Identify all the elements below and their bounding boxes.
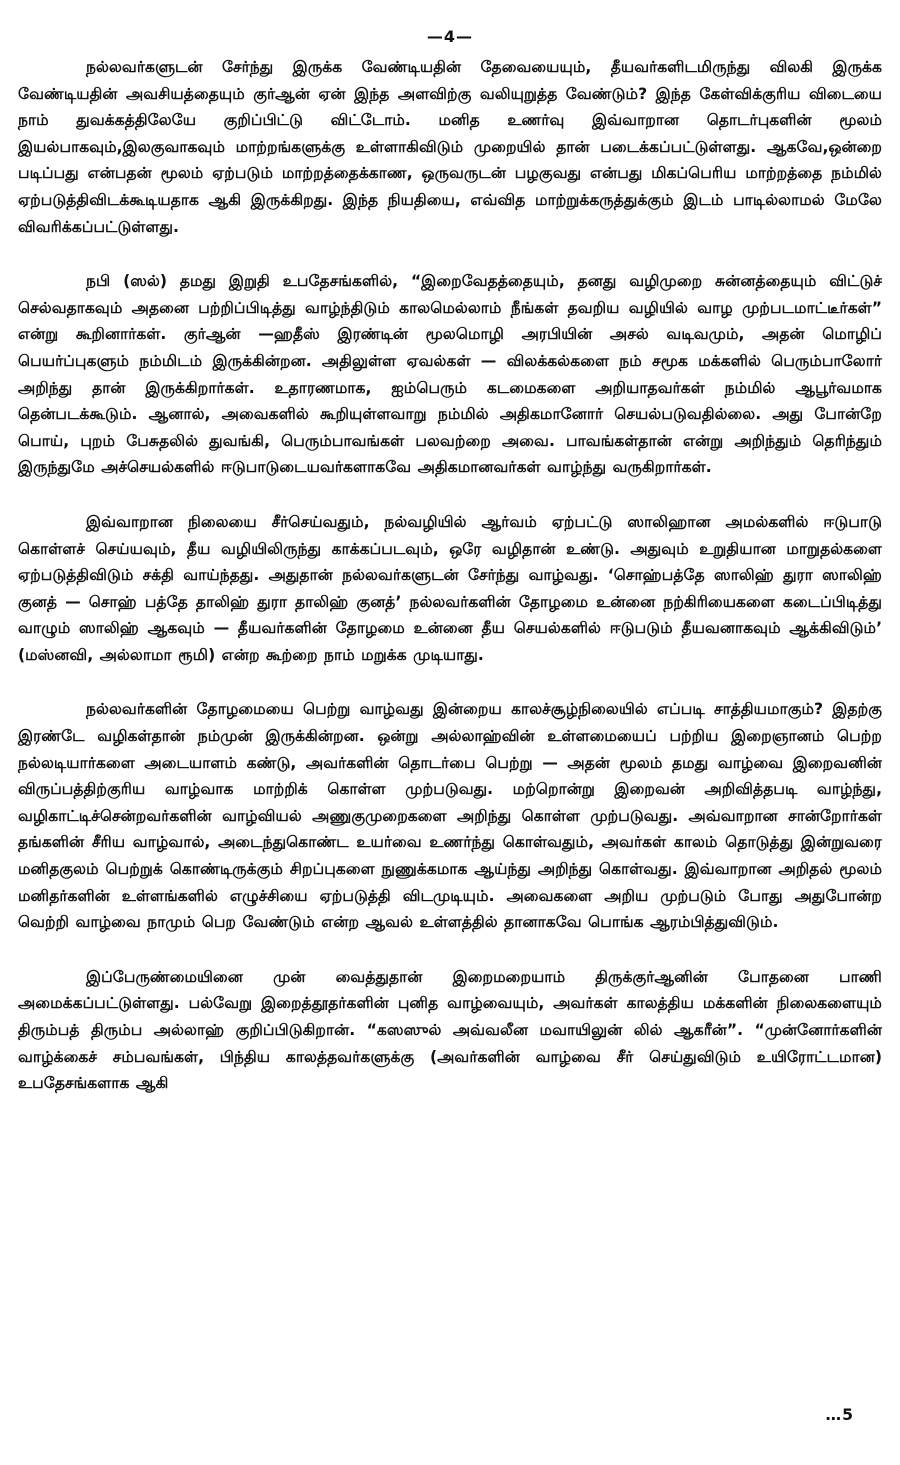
continuation-marker: …5	[825, 1406, 854, 1424]
document-body	[18, 54, 882, 1097]
paragraph-3: இவ்வாறான நிலையை சீர்செய்வதும், நல்வழியில் ஆர்வம் ஏற்பட்டு ஸாலிஹான அமல்களில் ஈடுபாடு கொள்ளச் செய்யவும், தீய வழியிலிருந்து காக்கப்படவும், ஒரே வழிதான் உண்டு. அதுவும் உறுதியான மாறுதல்களை ஏற்படுத்திவிடும் சக்தி வாய்ந்தது. அதுதான் நல்லவர்களுடன் சேர்ந்து வாழ்வது. ‘சொஹ்பத்தே ஸாலிஹ் துரா ஸாலிஹ் குனத் — சொஹ் பத்தே தாலிஹ் துரா தாலிஹ் குனத்’ நல்லவர்களின் தோழமை உன்னை நற்கிரியைகளை கடைப்பிடித்து வாழும் ஸாலிஹ் ஆகவும் — தீயவர்களின் தோழமை உன்னை தீய செயல்களில் ஈடுபடும் தீயவனாகவும் ஆக்கிவிடும்’ (மஸ்னவி, அல்லாமா ரூமி) என்ற கூற்றை நாம் மறுக்க முடியாது.	[18, 512, 882, 664]
paragraph-1: நல்லவர்களுடன் சேர்ந்து இருக்க வேண்டியதின் தேவையையும், தீயவர்களிடமிருந்து விலகி இருக்க வேண்டியதின் அவசியத்தையும் குர்ஆன் ஏன் இந்த அளவிற்கு வலியுறுத்த வேண்டும்? இந்த கேள்விக்குரிய விடையை நாம் துவக்கத்திலேயே குறிப்பிட்டு விட்டோம். மனித உணர்வு இவ்வாறான தொடர்புகளின் மூலம் இயல்பாகவும்,இலகுவாகவும் மாற்றங்களுக்கு உள்ளாகிவிடும் முறையில் தான் படைக்கப்பட்டுள்ளது. ஆகவே,ஒன்றை படிப்பது என்பதன் மூலம் ஏற்படும் மாற்றத்தைக்காண, ஒருவருடன் பழகுவது என்பது மிகப்பெரிய மாற்றத்தை நம்மில் ஏற்படுத்திவிடக்கூடியதாக ஆகி இருக்கிறது. இந்த நியதியை, எவ்வித மாற்றுக்கருத்துக்கும் இடம் பாடில்லாமல் மேலே விவரிக்கப்பட்டுள்ளது.	[18, 58, 882, 236]
paragraph-5: இப்பேருண்மையினை முன் வைத்துதான் இறைமறையாம் திருக்குர்ஆனின் போதனை பாணி அமைக்கப்பட்டுள்ளது. பல்வேறு இறைத்தூதர்களின் புனித வாழ்வையும், அவர்கள் காலத்திய மக்களின் நிலைகளையும் திரும்பத் திரும்ப அல்லாஹ் குறிப்பிடுகிறான். “கஸஸுல் அவ்வலீன மவாயிலுன் லில் ஆகரீன்”. “முன்னோர்களின் வாழ்க்கைச் சம்பவங்கள், பிந்திய காலத்தவர்களுக்கு (அவர்களின் வாழ்வை சீர் செய்துவிடும் உயிரோட்டமான) உபதேசங்களாக ஆகி	[18, 967, 882, 1093]
page-number: —4—	[426, 27, 474, 46]
paragraph-4: நல்லவர்களின் தோழமையை பெற்று வாழ்வது இன்றைய காலச்சூழ்நிலையில் எப்படி சாத்தியமாகும்? இதற்கு இரண்டே வழிகள்தான் நம்முன் இருக்கின்றன. ஒன்று அல்லாஹ்வின் உள்ளமையைப் பற்றிய இறைஞானம் பெற்ற நல்லடியார்களை அடையாளம் கண்டு, அவர்களின் தொடர்பை பெற்று — அதன் மூலம் தமது வாழ்வை இறைவனின் விருப்பத்திற்குரிய வாழ்வாக மாற்றிக் கொள்ள முற்படுவது. மற்றொன்று இறைவன் அறிவித்தபடி வாழ்ந்து, வழிகாட்டிச்சென்றவர்களின் வாழ்வியல் அணுகுமுறைகளை அறிந்து கொள்ள முற்படுவது. அவ்வாறான சான்றோர்கள் தங்களின் சீரிய வாழ்வால், அடைந்துகொண்ட உயர்வை உணர்ந்து கொள்வதும், அவர்கள் காலம் தொடுத்து இன்றுவரை மனிதகுலம் பெற்றுக் கொண்டிருக்கும் சிறப்புகளை நுணுக்கமாக ஆய்ந்து அறிந்து கொள்வது. இவ்வாறான அறிதல் மூலம் மனிதர்களின் உள்ளங்களில் எழுச்சியை ஏற்படுத்தி விடமுடியும். அவைகளை அறிய முற்படும் போது அதுபோன்ற வெற்றி வாழ்வை நாமும் பெற வேண்டும் என்ற ஆவல் உள்ளத்தில் தானாகவே பொங்க ஆரம்பித்துவிடும்.	[18, 700, 882, 932]
paragraph-2: நபி (ஸல்) தமது இறுதி உபதேசங்களில், “இறைவேதத்தையும், தனது வழிமுறை சுன்னத்தையும் விட்டுச் செல்வதாகவும் அதனை பற்றிப்பிடித்து வாழ்ந்திடும் காலமெல்லாம் நீங்கள் தவறிய வழியில் வாழ முற்படமாட்டீர்கள்” என்று கூறினார்கள். குர்ஆன் —ஹதீஸ் இரண்டின் மூலமொழி அரபியின் அசல் வடிவமும், அதன் மொழிப் பெயர்ப்புகளும் நம்மிடம் இருக்கின்றன. அதிலுள்ள ஏவல்கள் — விலக்கல்களை நம் சமூக மக்களில் பெரும்பாலோர் அறிந்து தான் இருக்கிறார்கள். உதாரணமாக, ஐம்பெரும் கடமைகளை அறியாதவர்கள் நம்மில் ஆபூர்வமாக தென்படக்கூடும். ஆனால், அவைகளில் கூறியுள்ளவாறு நம்மில் அதிகமானோர் செயல்படுவதில்லை. அது போன்றே பொய், புறம் பேசுதலில் துவங்கி, பெரும்பாவங்கள் பலவற்றை அவை. பாவங்கள்தான் என்று அறிந்தும் தெரிந்தும் இருந்துமே அச்செயல்களில் ஈடுபாடுடையவர்களாகவே அதிகமானவர்கள் வாழ்ந்து வருகிறார்கள்.	[18, 272, 882, 477]
